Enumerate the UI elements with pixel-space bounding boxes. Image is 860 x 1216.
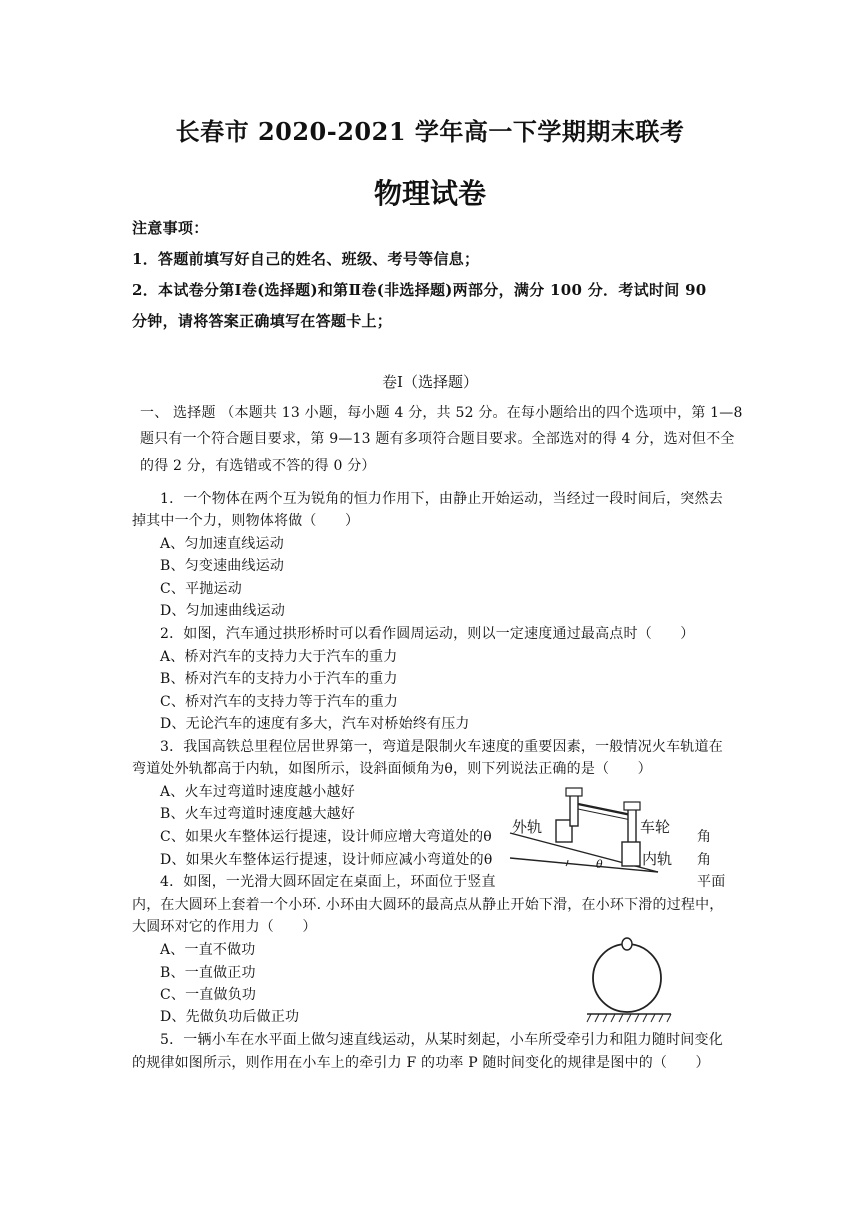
outer-wheel (570, 792, 578, 826)
banked-track-figure (508, 786, 673, 876)
q4-stem-line-1-tail: 平面 (697, 874, 726, 890)
q1-option-b: B、匀变速曲线运动 (160, 558, 285, 574)
q4-stem-line-3: 大圆环对它的作用力（ ） (132, 919, 317, 935)
ring-figure (585, 936, 675, 1026)
q3-option-d: D、如果火车整体运行提速，设计师应减小弯道处的θ (160, 852, 493, 868)
large-ring (593, 944, 661, 1012)
q4-option-a: A、一直不做功 (160, 942, 256, 958)
small-ring (622, 938, 632, 950)
q3-stem-line-2: 弯道处外轨都高于内轨，如图所示，设斜面倾角为θ，则下列说法正确的是（ ） (132, 761, 652, 777)
q2-option-c: C、桥对汽车的支持力等于汽车的重力 (160, 694, 399, 710)
q5-stem-line-1: 5．一辆小车在水平面上做匀速直线运动，从某时刻起，小车所受牵引力和阻力随时间变化 (160, 1032, 723, 1048)
label-outer-rail: 外轨 (512, 818, 543, 836)
notice-item-1: 1．答题前填写好自己的姓名、班级、考号等信息； (132, 250, 480, 268)
q4-option-b: B、一直做正功 (160, 965, 256, 981)
q2-stem: 2．如图，汽车通过拱形桥时可以看作圆周运动，则以一定速度通过最高点时（ ） (160, 626, 695, 642)
notice-heading: 注意事项： (132, 219, 209, 237)
exam-subject: 物理试卷 (373, 177, 486, 210)
label-wheel: 车轮 (640, 818, 671, 836)
q5-stem-line-2: 的规律如图所示，则作用在小车上的牵引力 F 的功率 P 随时间变化的规律是图中的（ ） (132, 1055, 710, 1071)
label-theta: θ (596, 858, 603, 871)
inner-rail (622, 842, 640, 866)
q1-option-a: A、匀加速直线运动 (160, 536, 284, 552)
section-intro-line-3: 的得 2 分，有选错或不答的得 0 分） (140, 458, 376, 474)
section-intro-line-2: 题只有一个符合题目要求，第 9—13 题有多项符合题目要求。全部选对的得 4 分，选对但不全 (140, 431, 735, 447)
q4-stem-line-1: 4．如图，一光滑大圆环固定在桌面上，环面位于竖直 (160, 874, 496, 890)
q1-stem-line-2: 掉其中一个力，则物体将做（ ） (132, 513, 360, 529)
q4-stem-line-2: 内，在大圆环上套着一个小环. 小环由大圆环的最高点从静止开始下滑，在小环下滑的过程中， (132, 897, 724, 913)
q2-option-a: A、桥对汽车的支持力大于汽车的重力 (160, 649, 398, 665)
q2-option-d: D、无论汽车的速度有多大，汽车对桥始终有压力 (160, 716, 470, 732)
q1-option-c: C、平抛运动 (160, 581, 242, 597)
q4-option-d: D、先做负功后做正功 (160, 1009, 300, 1025)
outer-wheel-top (566, 788, 582, 796)
q3-option-d-tail: 角 (697, 852, 712, 868)
q3-stem-line-1: 3．我国高铁总里程位居世界第一，弯道是限制火车速度的重要因素，一般情况火车轨道在 (160, 739, 723, 755)
q3-option-c: C、如果火车整体运行提速，设计师应增大弯道处的θ (160, 829, 492, 845)
q3-option-b: B、火车过弯道时速度越大越好 (160, 806, 356, 822)
table-hatching (587, 1014, 671, 1022)
section-title: 卷Ⅰ（选择题） (382, 373, 478, 391)
q3-option-c-tail: 角 (697, 829, 712, 845)
notice-item-2-line-2: 分钟，请将答案正确填写在答题卡上； (132, 312, 393, 330)
q1-stem-line-1: 1．一个物体在两个互为锐角的恒力作用下，由静止开始运动，当经过一段时间后，突然去 (160, 491, 723, 507)
inner-wheel-top (624, 802, 640, 810)
q3-option-a: A、火车过弯道时速度越小越好 (160, 784, 355, 800)
inner-wheel (628, 806, 636, 844)
q4-option-c: C、一直做负功 (160, 987, 257, 1003)
exam-title: 长春市 2020-2021 学年高一下学期期末联考 (175, 117, 685, 146)
section-intro-line-1: 一、 选择题 （本题共 13 小题，每小题 4 分，共 52 分。在每小题给出的四个选项中，第 1—8 (140, 405, 743, 421)
q2-option-b: B、桥对汽车的支持力小于汽车的重力 (160, 671, 398, 687)
q1-option-d: D、匀加速曲线运动 (160, 603, 286, 619)
label-inner-rail: 内轨 (642, 850, 673, 868)
notice-item-2-line-1: 2．本试卷分第Ⅰ卷(选择题)和第Ⅱ卷(非选择题)两部分，满分 100 分．考试时间 90 (132, 281, 707, 299)
